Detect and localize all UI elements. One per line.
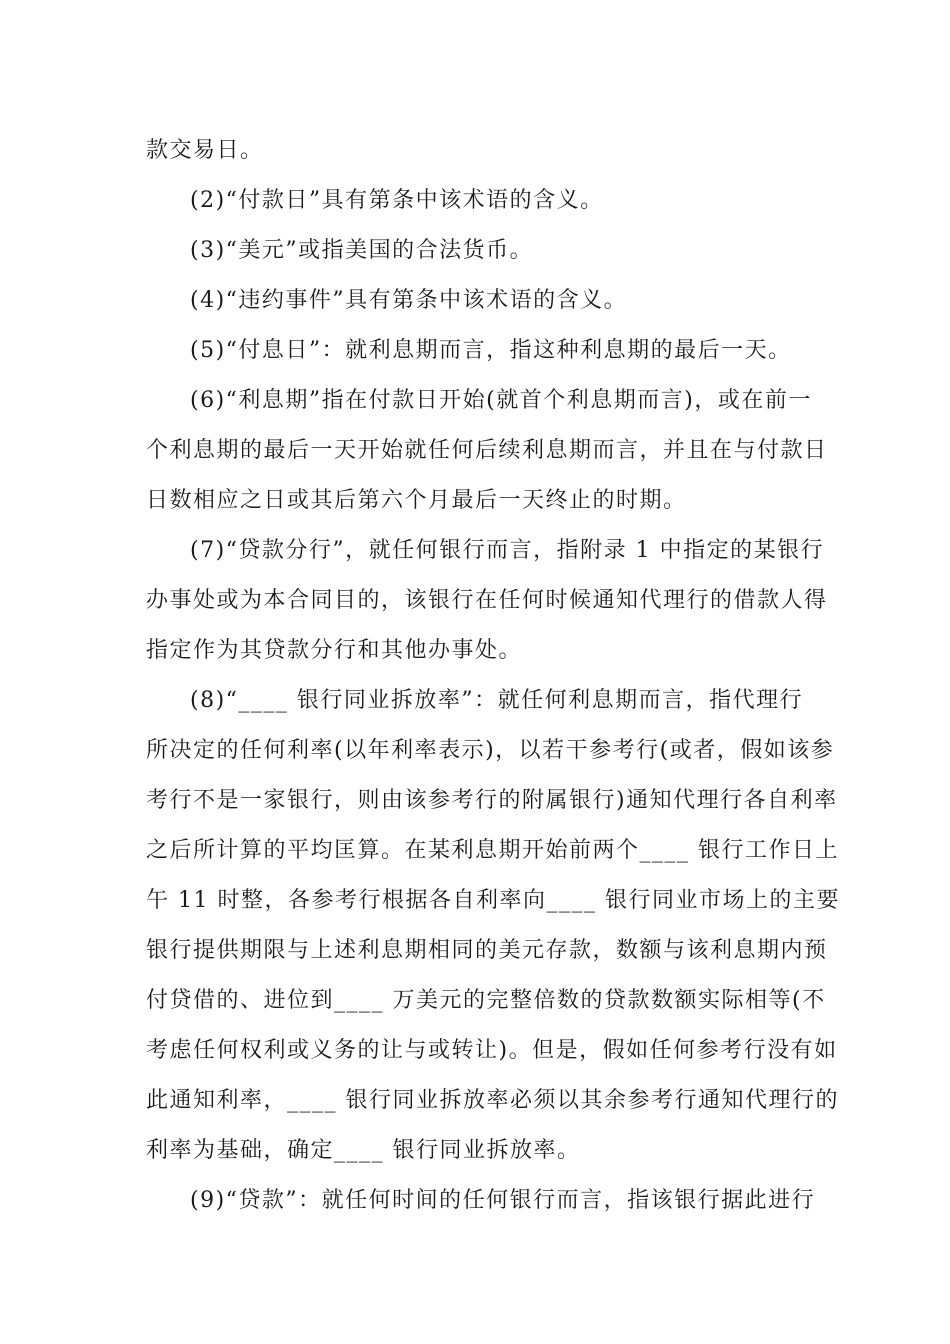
definition-6-interest-period: (6)“利息期”指在付款日开始(就首个利息期而言)，或在前一 — [190, 388, 812, 413]
text-line-10: 办事处或为本合同目的，该银行在任何时候通知代理行的借款人得 — [146, 588, 828, 613]
text-line-7: 个利息期的最后一天开始就任何后续利息期而言，并且在与付款日 — [146, 438, 828, 463]
text-line-15: 之后所计算的平均匡算。在某利息期开始前两个____ 银行工作日上 — [146, 838, 839, 863]
definition-3-dollar: (3)“美元”或指美国的合法货币。 — [190, 238, 534, 263]
definition-5-interest-payment-date: (5)“付息日”：就利息期而言，指这种利息期的最后一天。 — [190, 338, 792, 363]
text-line-21: 利率为基础，确定____ 银行同业拆放率。 — [146, 1138, 581, 1163]
text-line-16: 午 11 时整，各参考行根据各自利率向____ 银行同业市场上的主要 — [146, 888, 840, 913]
text-line-14: 考行不是一家银行，则由该参考行的附属银行)通知代理行各自利率 — [146, 788, 838, 813]
text-line-13: 所决定的任何利率(以年利率表示)，以若干参考行(或者，假如该参 — [146, 738, 835, 763]
text-line-19: 考虑任何权利或义务的让与或转让)。但是，假如任何参考行没有如 — [146, 1038, 838, 1063]
text-line-1: 款交易日。 — [146, 138, 264, 163]
definition-8-interbank-rate: (8)“____ 银行同业拆放率”：就任何利息期而言，指代理行 — [190, 688, 804, 713]
definition-7-lending-office: (7)“贷款分行”，就任何银行而言，指附录 1 中指定的某银行 — [190, 538, 825, 563]
definition-2-payment-date: (2)“付款日”具有第条中该术语的含义。 — [190, 188, 604, 213]
definition-4-event-of-default: (4)“违约事件”具有第条中该术语的含义。 — [190, 288, 628, 313]
text-line-17: 银行提供期限与上述利息期相同的美元存款，数额与该利息期内预 — [146, 938, 828, 963]
text-line-18: 付贷借的、进位到____ 万美元的完整倍数的贷款数额实际相等(不 — [146, 988, 826, 1013]
definition-9-loan: (9)“贷款”：就任何时间的任何银行而言，指该银行据此进行 — [190, 1188, 816, 1213]
text-line-20: 此通知利率，____ 银行同业拆放率必须以其余参考行通知代理行的 — [146, 1088, 839, 1113]
text-line-8: 日数相应之日或其后第六个月最后一天终止的时期。 — [146, 488, 687, 513]
text-line-11: 指定作为其贷款分行和其他办事处。 — [146, 638, 523, 663]
